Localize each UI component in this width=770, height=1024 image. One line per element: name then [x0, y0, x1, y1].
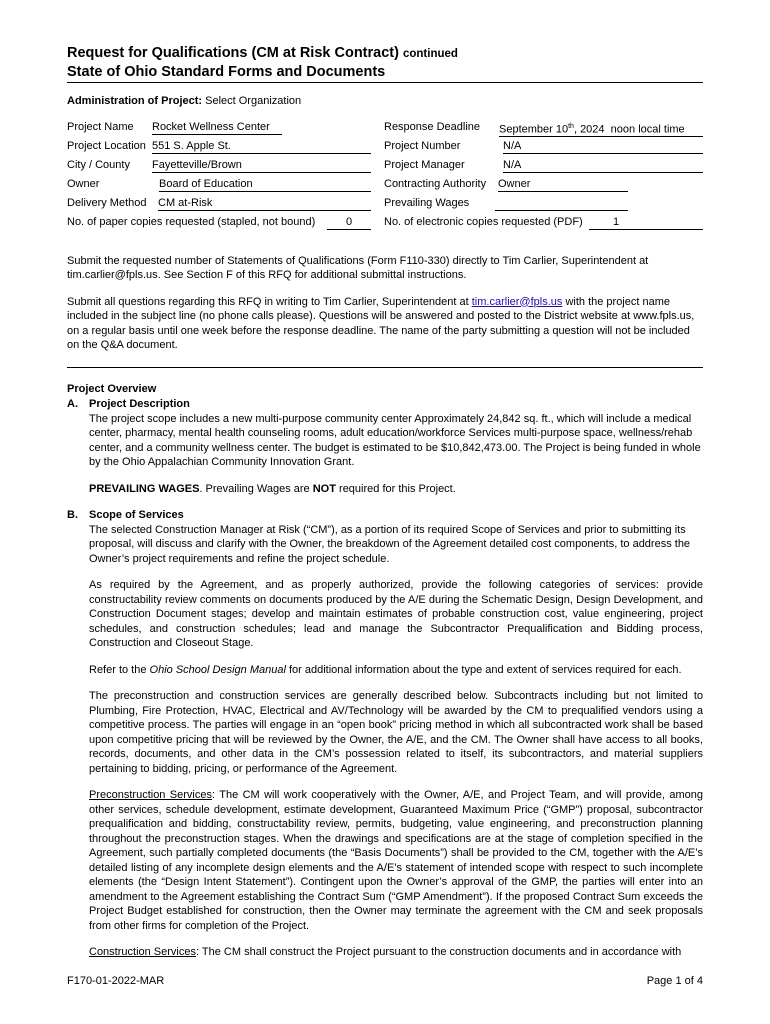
project-name-value: Rocket Wellness Center [152, 120, 270, 133]
submit-paragraph: Submit the requested number of Statements of Qualifications (Form F110-330) directly to Tim Carlier, Superintendent at tim.carlier@fpls.us. See Section F of this RFQ for additional submittal instructions. [67, 254, 649, 281]
field-row-3 [67, 156, 703, 175]
project-location-label: Project Location [67, 139, 146, 152]
delivery-method-label: Delivery Method [67, 196, 147, 209]
email-link[interactable]: tim.carlier@fpls.us [471, 295, 563, 308]
pw-text-b: required for this Project. [335, 482, 456, 495]
page-footer [67, 974, 703, 988]
admin-select-organization[interactable]: Select Organization [205, 95, 302, 107]
project-location-value: 551 S. Apple St. [152, 139, 231, 152]
prevailing-wages-note [89, 482, 703, 497]
deadline-year: , 2024 [573, 123, 605, 136]
project-name-label: Project Name [67, 120, 134, 133]
preconstruction-text: : The CM will work cooperatively with the Owner, A/E, and Project Team, and will provide, among other services, schedule development, estimate development, Guaranteed Maximum Price (“GMP”) proposal, subcontractor prequalification and bidding, constructability review, permits, budgeting, value engineering, and preconstruction planning throughout the preconstruction stages. When the drawings and specifications are at the stage of completion specified in the Agreement, such partially completed documents (the “Basis Documents”) shall be provided to the CM, together with the A/E’s detailed listing of any incomplete design elements and the A/E’s statement of intended scope with respect to such incomplete elements (the “Design Intent Statement”). Contingent upon the Owner’s approval of the GMP, the parties will enter into an amendment to the Agreement establishing the Contract Sum (“GMP Amendment”). If the proposed Contract Sum exceeds the Project Budget established for construction, then the Owner may terminate the agreement with the CM and seek proposals from other firms for completion of the Project. [89, 789, 703, 932]
pw-text-a: . Prevailing Wages are [199, 482, 313, 495]
project-number-field[interactable] [503, 139, 703, 154]
paper-copies-value: 0 [345, 215, 353, 228]
project-location-field[interactable] [152, 139, 371, 154]
scope-paragraph-3 [89, 663, 703, 678]
questions-text-a: Submit all questions regarding this RFQ in writing to Tim Carlier, Superintendent at [67, 295, 472, 308]
city-county-label: City / County [67, 158, 130, 171]
prevailing-wages-label: Prevailing Wages [384, 196, 470, 209]
preconstruction-paragraph [89, 788, 703, 933]
city-county-value: Fayetteville/Brown [152, 158, 242, 171]
section-a-label: A. [67, 398, 78, 410]
scope-p3-b: for additional information about the type and extent of services required for each. [285, 663, 682, 676]
paper-copies-label: No. of paper copies requested (stapled, not bound) [67, 215, 316, 228]
field-row-5 [67, 194, 703, 213]
project-number-label: Project Number [384, 139, 461, 152]
project-description-heading: Project Description [89, 398, 190, 410]
deadline-noon: noon [610, 123, 636, 136]
questions-paragraph [67, 295, 703, 353]
deadline-sup: th [568, 122, 574, 130]
deadline-tail: local time [638, 123, 685, 136]
contracting-authority-label: Contracting Authority [384, 177, 487, 190]
scope-paragraph-1: The selected Construction Manager at Risk (“CM”), as a portion of its required Scope of Services and prior to submitting its proposal, will discuss and clarify with the Owner, the breakdown of the Agreement detailed cost components, to address the Owner’s project requirements and refine the project schedule. [89, 523, 691, 565]
admin-label: Administration of Project: [67, 95, 203, 107]
administration-line [67, 94, 703, 109]
owner-value: Board of Education [159, 177, 253, 190]
title-text: Request for Qualifications (CM at Risk Contract) [67, 45, 399, 61]
section-b-label: B. [67, 509, 78, 521]
project-description-text: The project scope includes a new multi-purpose community center Approximately 24,842 sq. ft., which will include a medical center, pharmacy, mental health counseling rooms, adult education/workforce Services multi-purpose space, wellness/rehab center, and a community wellness center. The budget is estimated to be $10,842,473.00. The Project is being funded in whole by the Ohio Appalachian Community Innovation Grant. [89, 412, 701, 468]
paper-copies-field[interactable] [327, 215, 371, 230]
delivery-method-value: CM at-Risk [158, 196, 213, 209]
contracting-authority-field[interactable] [498, 177, 628, 192]
owner-field[interactable] [159, 177, 371, 192]
scope-p3-a: Refer to the [89, 663, 150, 676]
electronic-copies-value: 1 [613, 215, 620, 228]
document-title [67, 44, 703, 63]
form-id: F170-01-2022-MAR [67, 975, 165, 987]
project-manager-label: Project Manager [384, 158, 465, 171]
delivery-method-field[interactable] [158, 196, 371, 211]
construction-label: Construction Services [89, 946, 196, 958]
scope-paragraph-4: The preconstruction and construction services are generally described below. Subcontracts including but not limited to Plumbing, Fire Protection, HVAC, Electrical and AV/Technology will be awarded by the CM to prequalified vendors using a competitive process. The parties will engage in an “open book” pricing method in which all subcontracted work shall be based upon competitive pricing that will be reviewed by the Owner, the A/E, and the CM. The Owner shall have access to all books, records, documents, and other data in the CM’s possession related to itself, its subcontractors, and material suppliers pertaining to bidding, pricing, or performance of the Agreement. [89, 690, 703, 775]
scope-paragraph-2: As required by the Agreement, and as properly authorized, provide the following categories of services: provide constructability review comments on documents produced by the A/E during the Schematic Design, Design Development, and Construction Document stages; develop and maintain estimates of probable construction cost, value engineering, project schedules, and construction schedules; lead and manage the Subcontractor Prequalification and Bidding process, Construction and Closeout Stage. [89, 579, 703, 649]
city-county-field[interactable] [152, 158, 371, 173]
pw-bold: PREVAILING WAGES [89, 482, 200, 495]
electronic-copies-label: No. of electronic copies requested (PDF) [384, 215, 583, 228]
pw-not: NOT [312, 482, 336, 495]
project-overview-heading: Project Overview [67, 382, 157, 395]
document-page [67, 44, 703, 960]
response-deadline-field[interactable] [499, 120, 703, 138]
section-b [67, 508, 703, 960]
construction-paragraph [89, 945, 703, 960]
page-number: Page 1 of 4 [646, 975, 703, 987]
questions-text-b: with the project name included in the subject line (no phone calls please). Questions will be answered and posted to the District website at www.fpls.us, on a regular basis until one week before the response deadline. The name of the party submitting a question will not be included on the Q&A document. [67, 295, 695, 351]
field-row-2 [67, 137, 703, 156]
construction-text: : The CM shall construct the Project pursuant to the construction documents and in accordance with [196, 946, 682, 958]
owner-label: Owner [67, 177, 100, 190]
ohio-manual-title: Ohio School Design Manual [149, 663, 286, 676]
document-subtitle: State of Ohio Standard Forms and Documents [67, 63, 703, 83]
project-fields [67, 118, 703, 232]
project-manager-field[interactable] [503, 158, 703, 173]
response-deadline-label: Response Deadline [384, 120, 481, 133]
deadline-date: September 10 [499, 123, 569, 136]
section-a [67, 397, 703, 496]
field-row-6 [67, 213, 703, 232]
field-row-4 [67, 175, 703, 194]
field-row-1 [67, 118, 703, 137]
contracting-authority-value: Owner [498, 177, 531, 190]
electronic-copies-field[interactable] [589, 215, 703, 230]
scope-of-services-heading: Scope of Services [89, 509, 184, 521]
project-manager-value: N/A [503, 158, 522, 171]
preconstruction-label: Preconstruction Services [89, 789, 212, 801]
prevailing-wages-field[interactable] [495, 196, 628, 211]
continued-label: continued [402, 48, 458, 60]
project-number-value: N/A [503, 139, 522, 152]
project-name-field[interactable] [152, 120, 282, 135]
